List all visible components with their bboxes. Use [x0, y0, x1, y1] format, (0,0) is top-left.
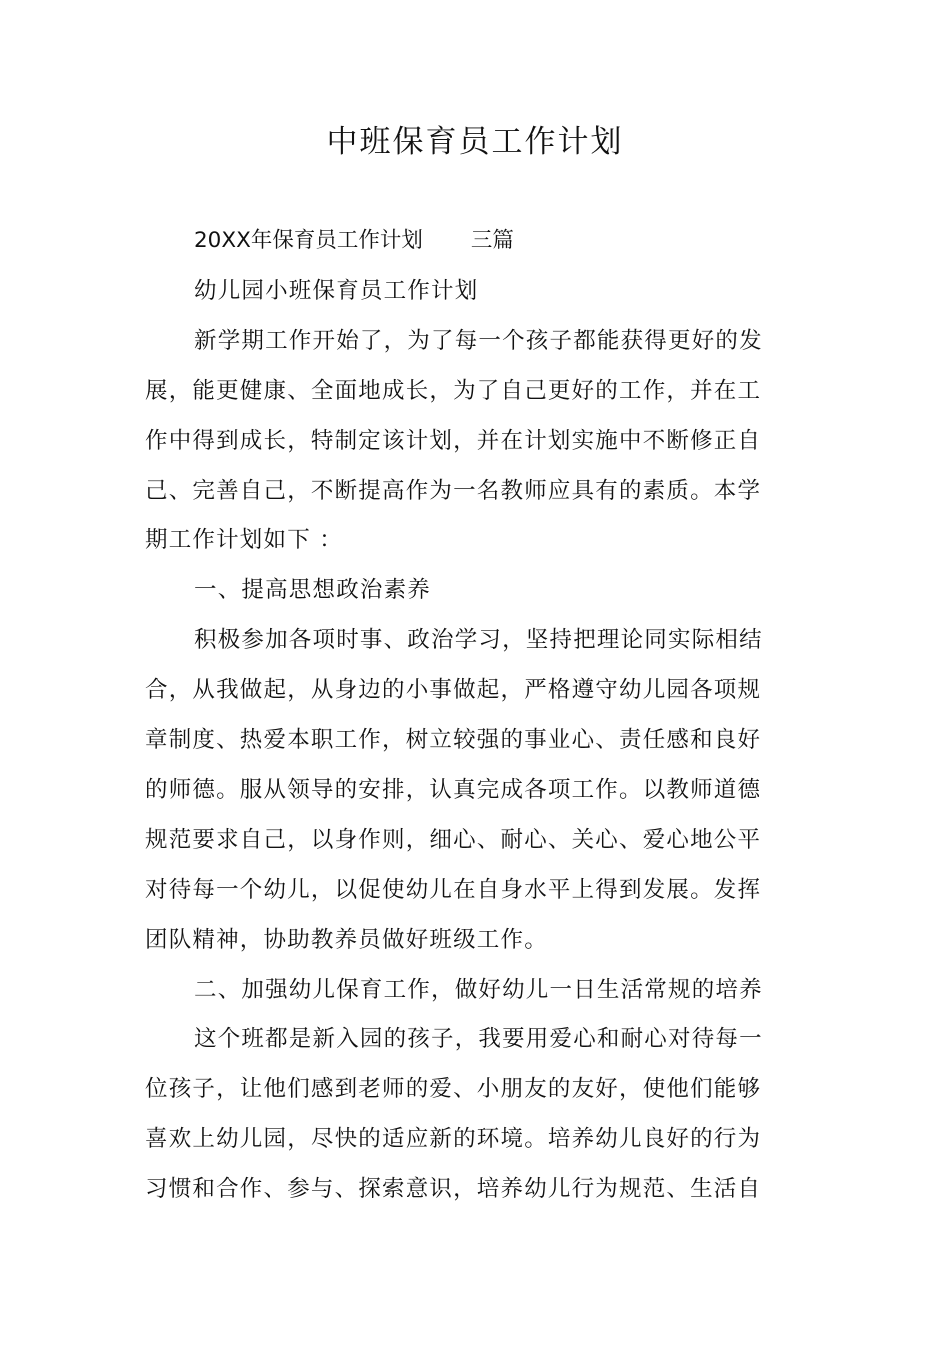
paragraph-line: 新学期工作开始了，为了每一个孩子都能获得更好的发	[194, 328, 763, 354]
subtitle-suffix: 三篇	[470, 228, 514, 253]
paragraph-line: 己、完善自己，不断提高作为一名教师应具有的素质。本学	[145, 478, 762, 504]
paragraph-line: 位孩子，让他们感到老师的爱、小朋友的友好，使他们能够	[145, 1076, 762, 1102]
paragraph-line: 合，从我做起，从身边的小事做起，严格遵守幼儿园各项规	[145, 677, 762, 703]
document-subtitle	[194, 226, 514, 256]
section-heading: 一、提高思想政治素养	[194, 577, 432, 603]
paragraph-line: 习惯和合作、参与、探索意识，培养幼儿行为规范、生活自	[145, 1176, 762, 1202]
section-heading: 二、加强幼儿保育工作，做好幼儿一日生活常规的培养	[194, 977, 763, 1003]
paragraph-line: 对待每一个幼儿，以促使幼儿在自身水平上得到发展。发挥	[145, 877, 762, 903]
subtitle-main: 20XX年保育员工作计划	[194, 228, 423, 253]
paragraph-line: 作中得到成长，特制定该计划，并在计划实施中不断修正自	[145, 428, 762, 454]
paragraph-line: 团队精神，协助教养员做好班级工作。	[145, 927, 548, 953]
paragraph-line: 的师德。服从领导的安排，认真完成各项工作。以教师道德	[145, 777, 762, 803]
paragraph-line: 积极参加各项时事、政治学习，坚持把理论同实际相结	[194, 627, 763, 653]
paragraph-line: 这个班都是新入园的孩子，我要用爱心和耐心对待每一	[194, 1026, 763, 1052]
document-title: 中班保育员工作计划	[326, 124, 624, 160]
paragraph-line: 展，能更健康、全面地成长，为了自己更好的工作，并在工	[145, 378, 762, 404]
paragraph-line: 规范要求自己，以身作则，细心、耐心、关心、爱心地公平	[145, 827, 762, 853]
paragraph-line: 章制度、热爱本职工作，树立较强的事业心、责任感和良好	[145, 727, 762, 753]
section-heading: 幼儿园小班保育员工作计划	[194, 278, 479, 304]
paragraph-line: 期工作计划如下 ：	[145, 527, 343, 553]
paragraph-line: 喜欢上幼儿园，尽快的适应新的环境。培养幼儿良好的行为	[145, 1126, 762, 1152]
